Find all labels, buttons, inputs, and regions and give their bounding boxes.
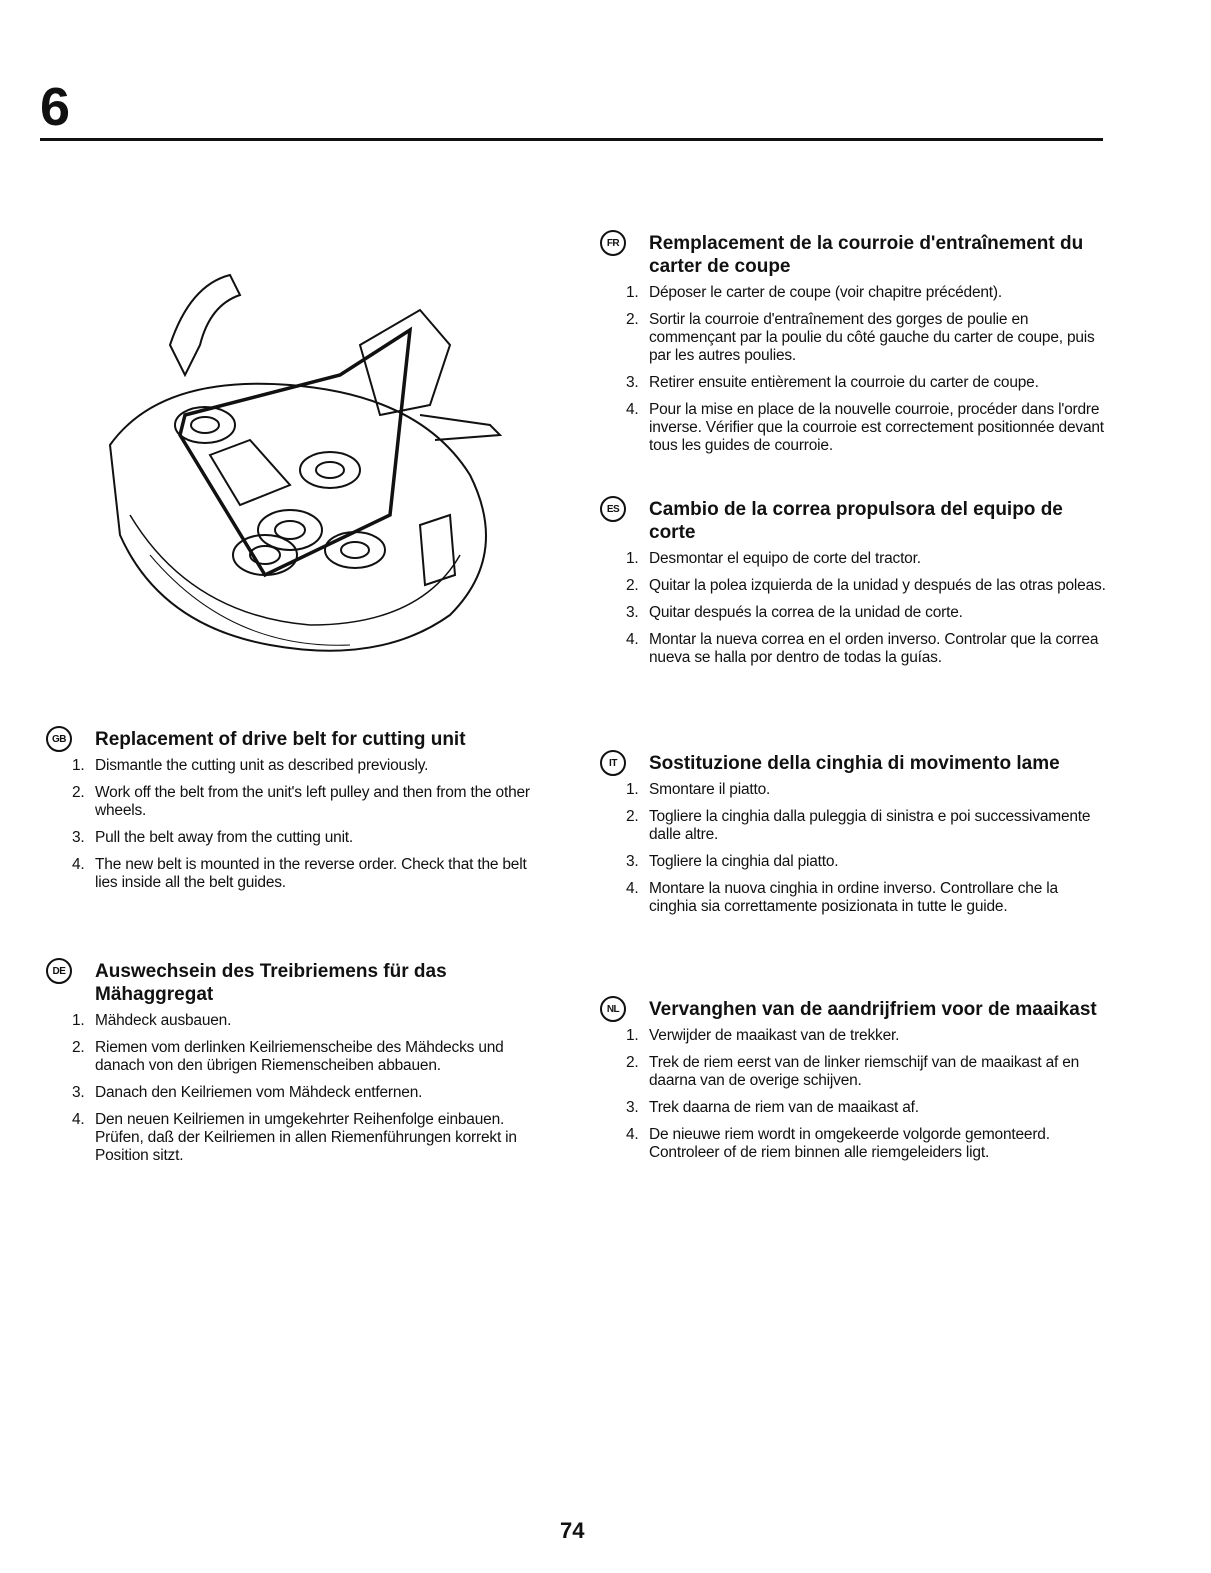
page-number: 74 bbox=[560, 1518, 585, 1543]
pulley-right-front bbox=[258, 510, 322, 550]
section-gb-steps bbox=[42, 757, 552, 892]
section-nl-steps bbox=[596, 1027, 1106, 1162]
list-item: 4. De nieuwe riem wordt in omgekeerde volgorde gemonteerd. Controleer of de riem binnen alle riemgeleiders ligt. bbox=[626, 1126, 1050, 1161]
belt-guard-left bbox=[170, 275, 240, 375]
section-fr-title: FR Remplacement de la courroie d'entraînement du carter de coupe bbox=[596, 232, 1106, 278]
list-item: 2. Sortir la courroie d'entraînement des gorges de poulie en commençant par la poulie du côté gauche du carter de coupe, puis par les autres poulies. bbox=[626, 311, 1095, 364]
pulley-right bbox=[325, 532, 385, 568]
list-item: 2. Trek de riem eerst van de linker riemschijf van de maaikast af en daarna van de overige schijven. bbox=[626, 1054, 1080, 1089]
language-badge-nl: NL bbox=[600, 996, 626, 1022]
list-item: 4. Montare la nuova cinghia in ordine inverso. Controllare che la cinghia sia correttamente posizionata in tutte le guide. bbox=[626, 880, 1058, 915]
list-item: 3. Danach den Keilriemen vom Mähdeck entfernen. bbox=[72, 1084, 423, 1101]
cutting-deck-illustration bbox=[90, 255, 530, 675]
deck-shell bbox=[110, 384, 486, 651]
list-item: 4. Montar la nueva correa en el orden inverso. Controlar que la correa nueva se halla por dentro de todas la guías. bbox=[626, 631, 1099, 666]
list-item: 3. Togliere la cinghia dal piatto. bbox=[626, 853, 839, 870]
header-rule bbox=[40, 138, 1103, 141]
language-badge-it: IT bbox=[600, 750, 626, 776]
section-it-title: IT Sostituzione della cinghia di movimento lame bbox=[596, 752, 1106, 775]
section-nl-title: NL Vervanghen van de aandrijfriem voor de maaikast bbox=[596, 998, 1106, 1021]
list-item: 1. Dismantle the cutting unit as described previously. bbox=[72, 757, 429, 774]
section-de-title: DE Auswechsein des Treibriemens für das Mähaggregat bbox=[42, 960, 552, 1006]
section-nl bbox=[596, 998, 1106, 1171]
list-item: 1. Smontare il piatto. bbox=[626, 781, 771, 798]
list-item: 4. The new belt is mounted in the reverse order. Check that the belt lies inside all the belt guides. bbox=[72, 856, 527, 891]
language-badge-es: ES bbox=[600, 496, 626, 522]
language-badge-gb: GB bbox=[46, 726, 72, 752]
list-item: 3. Pull the belt away from the cutting unit. bbox=[72, 829, 354, 846]
section-gb-title: GB Replacement of drive belt for cutting unit bbox=[42, 728, 552, 751]
list-item: 4. Pour la mise en place de la nouvelle courroie, procéder dans l'ordre inverse. Vérifier que la courroie est correctement positionnée devant tous les guides de courroie. bbox=[626, 401, 1104, 454]
section-es-steps bbox=[596, 550, 1106, 667]
section-de bbox=[42, 960, 552, 1174]
section-de-steps bbox=[42, 1012, 552, 1165]
list-item: 2. Quitar la polea izquierda de la unidad y después de las otras poleas. bbox=[626, 577, 1106, 594]
list-item: 3. Retirer ensuite entièrement la courroie du carter de coupe. bbox=[626, 374, 1039, 391]
tow-bar bbox=[420, 415, 500, 440]
language-badge-fr: FR bbox=[600, 230, 626, 256]
language-badge-de: DE bbox=[46, 958, 72, 984]
list-item: 2. Riemen vom derlinken Keilriemenscheibe des Mähdecks und danach von den übrigen Riemenscheiben abbauen. bbox=[72, 1039, 504, 1074]
section-it bbox=[596, 752, 1106, 925]
section-es bbox=[596, 498, 1106, 676]
list-item: 1. Mähdeck ausbauen. bbox=[72, 1012, 232, 1029]
section-fr bbox=[596, 232, 1106, 464]
section-fr-steps bbox=[596, 284, 1106, 455]
section-es-title: ES Cambio de la correa propulsora del equipo de corte bbox=[596, 498, 1106, 544]
chapter-number: 6 bbox=[40, 77, 70, 137]
list-item: 3. Trek daarna de riem van de maaikast af. bbox=[626, 1099, 919, 1116]
list-item: 3. Quitar después la correa de la unidad de corte. bbox=[626, 604, 963, 621]
pulley-center bbox=[300, 452, 360, 488]
list-item: 1. Verwijder de maaikast van de trekker. bbox=[626, 1027, 900, 1044]
section-gb bbox=[42, 728, 552, 901]
list-item: 4. Den neuen Keilriemen in umgekehrter Reihenfolge einbauen. Prüfen, daß der Keilriemen in allen Riemenführungen korrekt in Position sitzt. bbox=[72, 1111, 517, 1164]
list-item: 1. Desmontar el equipo de corte del tractor. bbox=[626, 550, 921, 567]
list-item: 2. Togliere la cinghia dalla puleggia di sinistra e poi successivamente dalle altre. bbox=[626, 808, 1091, 843]
section-it-steps bbox=[596, 781, 1106, 916]
list-item: 1. Déposer le carter de coupe (voir chapitre précédent). bbox=[626, 284, 1002, 301]
list-item: 2. Work off the belt from the unit's left pulley and then from the other wheels. bbox=[72, 784, 530, 819]
